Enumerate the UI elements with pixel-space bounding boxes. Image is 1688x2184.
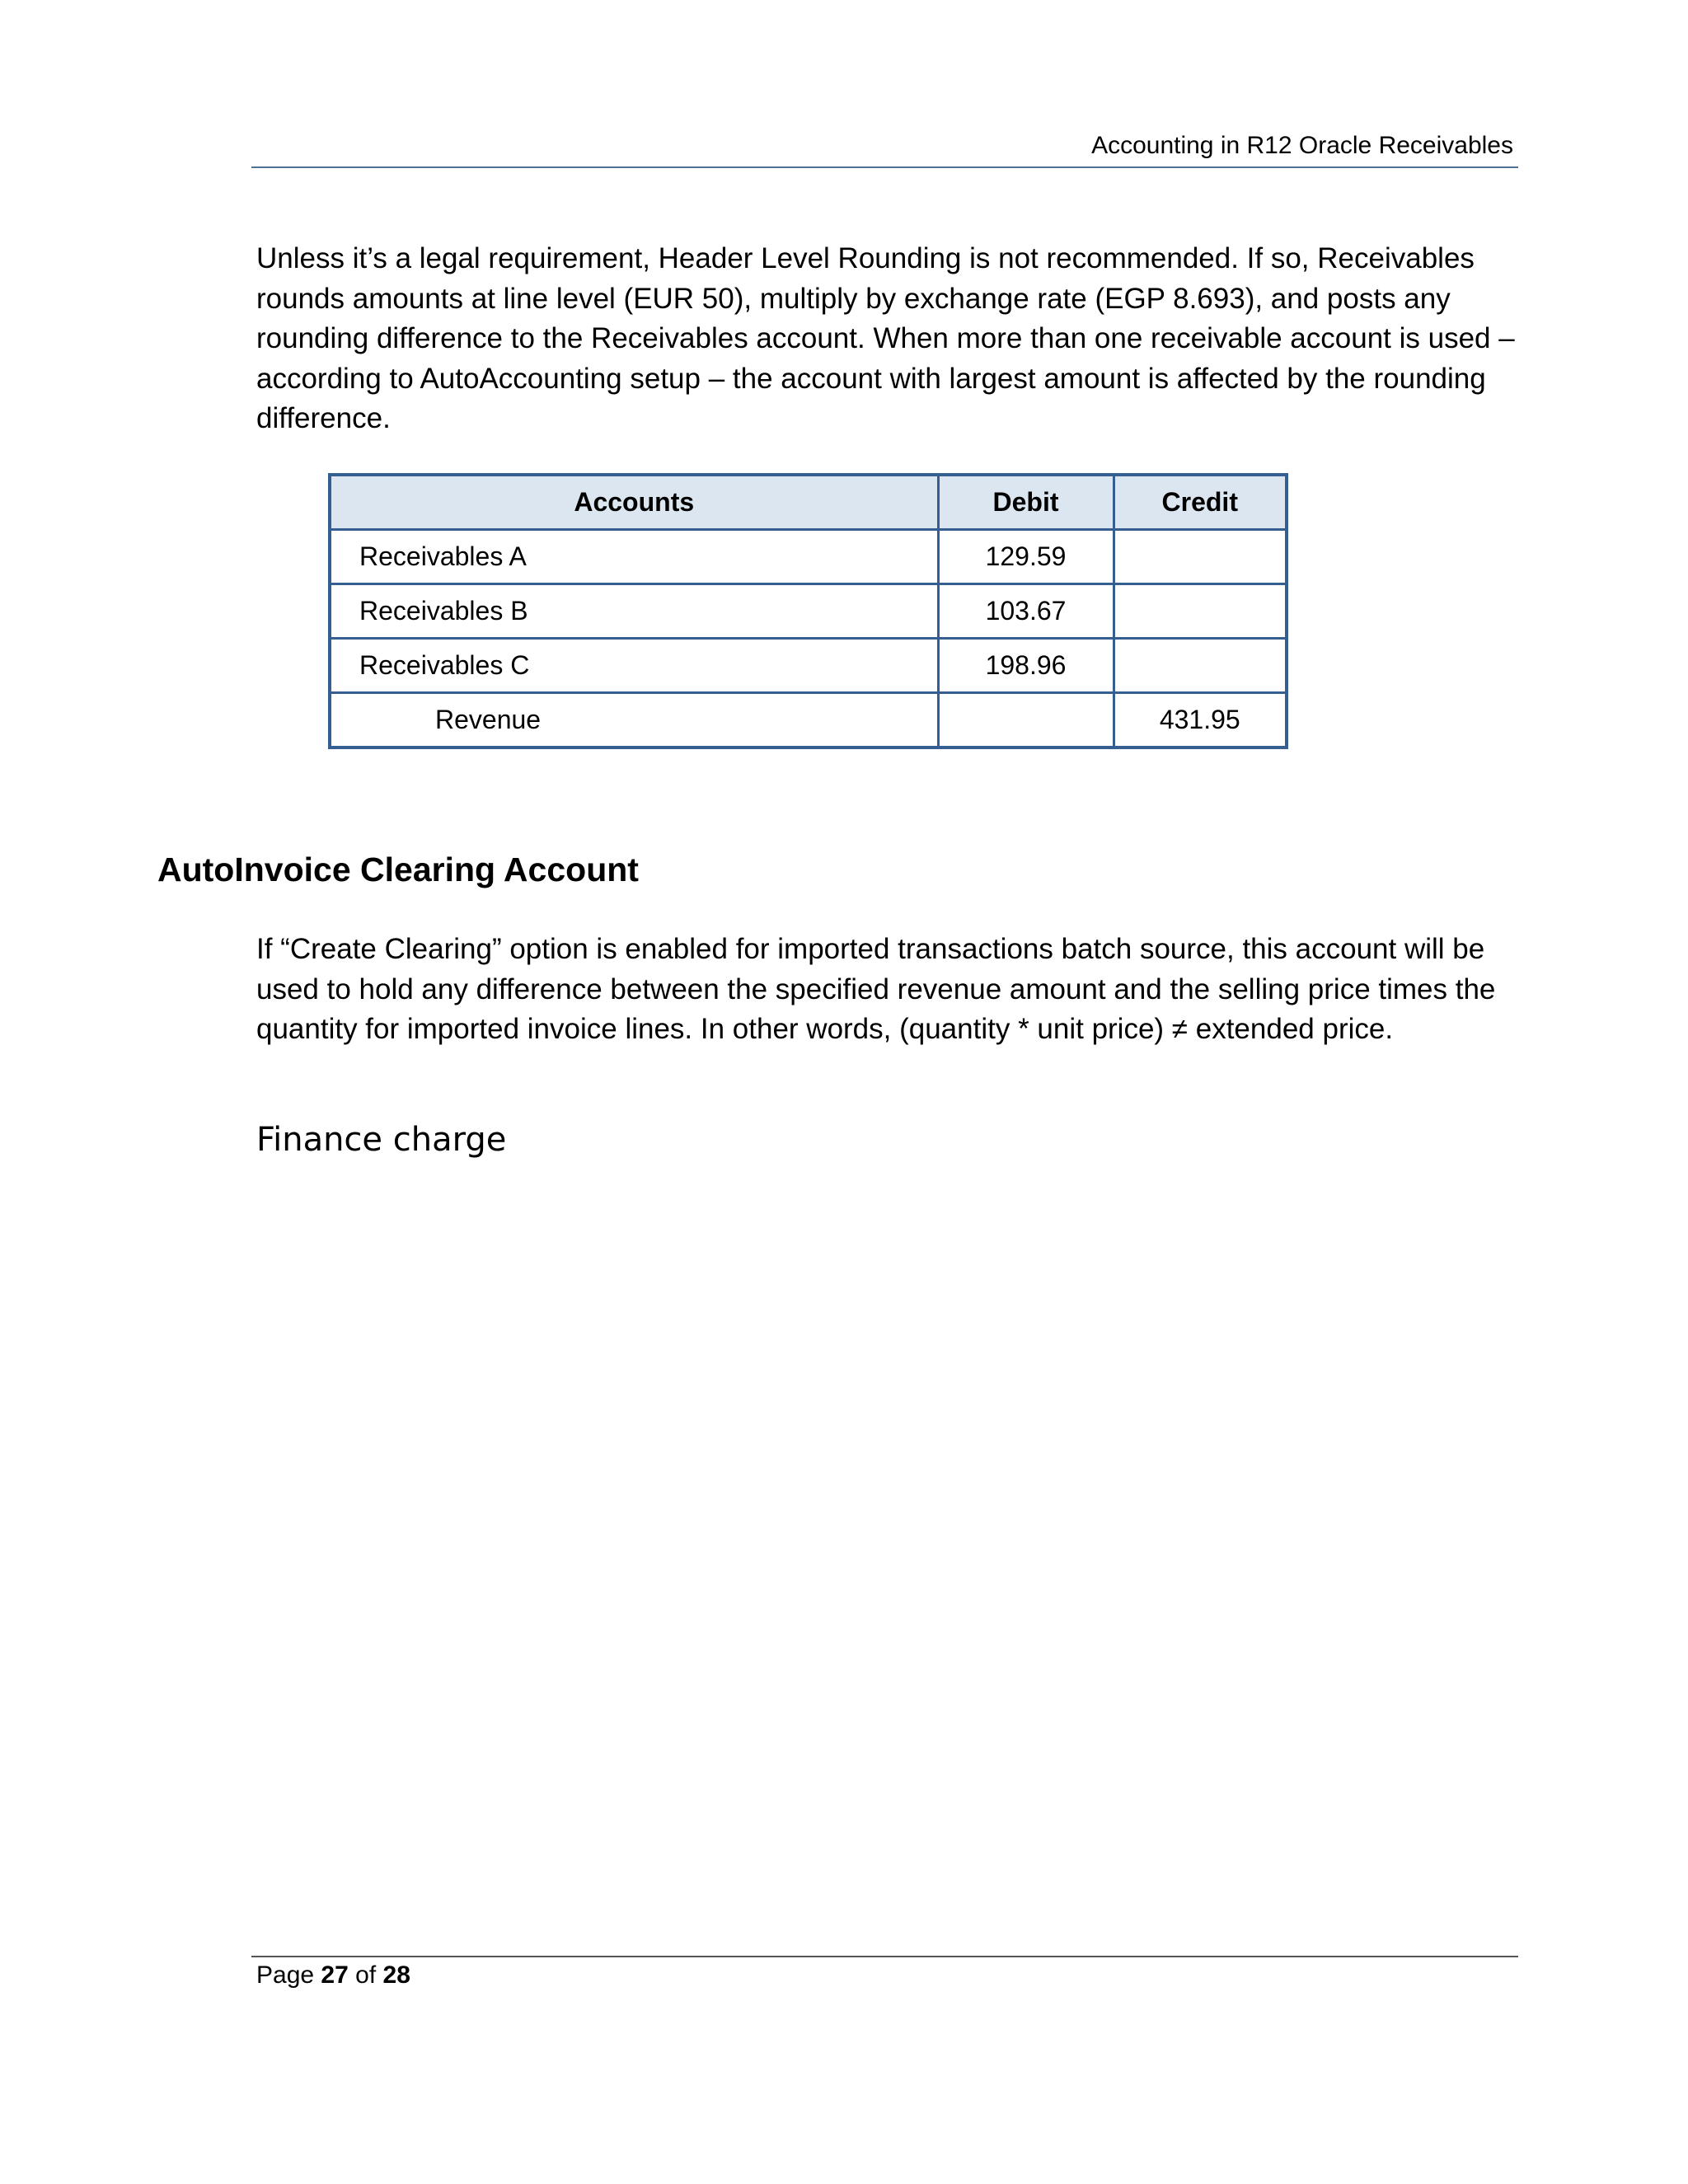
credit-cell [1114, 584, 1287, 639]
account-cell: Receivables A [330, 530, 938, 584]
credit-cell [1114, 639, 1287, 693]
footer-divider [251, 1956, 1518, 1957]
running-header: Accounting in R12 Oracle Receivables [1091, 132, 1513, 159]
debit-cell: 198.96 [938, 639, 1114, 693]
debit-cell [938, 693, 1114, 748]
subheading: Finance charge [256, 1121, 507, 1159]
page-number [256, 1961, 410, 1990]
table-header-row [330, 475, 1287, 530]
table-row [330, 693, 1287, 748]
clearing-paragraph: If “Create Clearing” option is enabled for imported transactions batch source, this account will be used to hold any difference between the specified revenue amount and the selling price times the quantity for imported invoice lines. In other words, (quantity * unit price) ≠ extended price. [256, 933, 1496, 1045]
header-divider [251, 166, 1518, 168]
column-header-accounts: Accounts [330, 475, 938, 530]
credit-cell [1114, 530, 1287, 584]
account-cell: Revenue [330, 693, 938, 748]
debit-cell: 129.59 [938, 530, 1114, 584]
of-label: of [355, 1961, 377, 1989]
table-row [330, 584, 1287, 639]
journal-entry-table [328, 473, 1288, 749]
rounding-paragraph: Unless it’s a legal requirement, Header Level Rounding is not recommended. If so, Receivables rounds amounts at line level (EUR 50), multiply by exchange rate (EGP 8.693), and posts any rounding difference to the Receivables account. When more than one receivable account is used – according to AutoAccounting setup – the account with largest amount is affected by the rounding difference. [256, 242, 1515, 434]
section-heading: AutoInvoice Clearing Account [157, 851, 639, 888]
total-pages: 28 [382, 1961, 410, 1989]
credit-cell: 431.95 [1114, 693, 1287, 748]
account-cell: Receivables B [330, 584, 938, 639]
column-header-debit: Debit [938, 475, 1114, 530]
debit-cell: 103.67 [938, 584, 1114, 639]
column-header-credit: Credit [1114, 475, 1287, 530]
current-page: 27 [321, 1961, 349, 1989]
page-label: Page [256, 1961, 315, 1989]
account-cell: Receivables C [330, 639, 938, 693]
table-row [330, 530, 1287, 584]
table-row [330, 639, 1287, 693]
